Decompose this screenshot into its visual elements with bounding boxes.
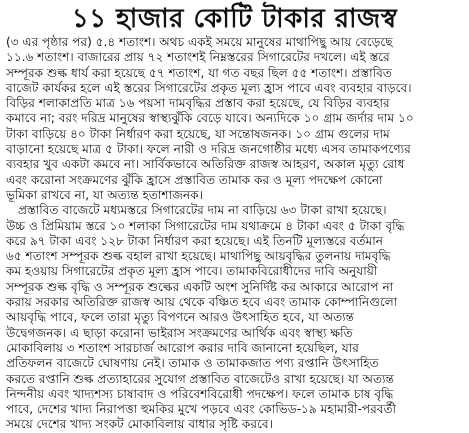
- body-text-line: করে ৯৭ টাকা এবং ১২৮ টাকা নির্ধারণ করা হয়েছে। এই তিনটি মূল্যস্তরে বর্তমান: [6, 233, 384, 248]
- body-text-line: করায় সরকার অতিরিক্ত রাজস্ব আয় থেকে বঞ্চিত হবে এবং তামাক কোম্পানিগুলো: [6, 295, 398, 310]
- body-text-line: (৩ এর পৃষ্ঠার পর) ৫.৪ শতাংশ। অথচ একই সময়ে মানুষের মাথাপিছু আয় বেড়েছে: [6, 35, 393, 49]
- body-text-line: ৬৫ শতাংশ সম্পূরক শুল্ক বহাল রাখা হয়েছে। মাথাপিছু আয়বৃদ্ধির তুলনায় দামবৃদ্ধি: [6, 249, 391, 264]
- headline: ১১ হাজার কোটি টাকার রাজস্ব: [71, 4, 398, 34]
- body-text-line: কম হওয়ায় সিগারেটের প্রকৃত মূল্য হ্রাস পাবে। তামাকবিরোধীদের দাবি অনুযায়ী: [6, 264, 378, 279]
- body-text-line: টাকা বাড়িয়ে ৪০ টাকা নির্ধারণ করা হয়েছে, যা সন্তোষজনক। ১০ গ্রাম গুলের দাম: [6, 126, 390, 141]
- body-text-line: ১১.৬ শতাংশ। বাজারের প্রায় ৭২ শতাংশই নিম্নস্তরের সিগারেটের দখলে। এই স্তরে: [6, 50, 390, 65]
- body-text-line: সম্পূরক শুল্ক ধার্য করা হয়েছে ৫৭ শতাংশ, যা গত বছর ছিল ৫৫ শতাংশ। প্রস্তাবিত: [6, 65, 392, 80]
- body-text-line: মোকাবিলায় ৩ শতাংশ সারচার্জ আরোপ করার দাবি জানানো হয়েছিল, যার: [6, 340, 359, 355]
- article-body: [6, 35, 463, 432]
- body-text-line: ব্যবহার খুব একটা কমবে না। সার্বিকভাবে অতিরিক্ত রাজস্ব আহরণ, অকাল মৃত্যু রোধ: [6, 157, 405, 172]
- body-text-line: ভূমিকা রাখবে না, যা অত্যন্ত হতাশাজনক।: [6, 187, 203, 202]
- body-text-line: পাবে, দেশের খাদ্য নিরাপত্তা হুমকির মুখে পড়বে এবং কোভিড-১৯ মহামারী-পরবর্তী: [6, 402, 396, 417]
- body-text-line: আয়বৃদ্ধি পাবে, ফলে তারা মৃত্যু বিপণনে আরও উৎসাহিত হবে, যা অত্যন্ত: [6, 310, 355, 325]
- body-text-line: সম্পূরক শুল্ক বৃদ্ধি ও সম্পূরক শুল্কের একটি অংশ সুনির্দিষ্ট কর আকারে আরোপ না: [6, 279, 394, 294]
- body-text-line: কমাবে না; বরং দরিদ্র মানুষের স্বাস্থ্যঝুঁকি বেড়ে যাবে। অন্যদিকে ১০ গ্রাম জর্দার দাম ১০: [6, 111, 414, 126]
- body-text-line: বাড়ানো হয়েছে মাত্র ৫ টাকা। ফলে নারী ও দরিদ্র জনগোষ্ঠীর মধ্যে এসব তামাকপণ্যের: [6, 142, 411, 157]
- body-text-line: বাজেট কার্যকর হলে এই স্তরের সিগারেটের প্রকৃত মূল্য হ্রাস পাবে এবং ব্যবহার বাড়বে।: [6, 80, 412, 95]
- body-text-line: বিড়ির শলাকাপ্রতি মাত্র ১৬ পয়সা দামবৃদ্ধির প্রস্তাব করা হয়েছে, যে বিড়ির ব্যবহার: [6, 96, 390, 111]
- body-text-line: প্রতিফলন বাজেটে ঘোষণায় নেই। তামাক ও তামাকজাত পণ্য রপ্তানি উৎসাহিত: [6, 356, 379, 371]
- body-text-line: উচ্চ ও প্রিমিয়াম স্তরে ১০ শলাকা সিগারেটের দাম যথাক্রমে ৪ টাকা এবং ৫ টাকা বৃদ্ধি: [6, 218, 405, 233]
- body-text-line: এবং করোনা সংক্রমণের ঝুঁকি হ্রাসে প্রস্তাবিত তামাক কর ও মূল্য পদক্ষেপ কোনো: [6, 172, 383, 187]
- body-text-line: প্রস্তাবিত বাজেটে মধ্যমস্তরে সিগারেটের দাম না বাড়িয়ে ৬৩ টাকা রাখা হয়েছে।: [18, 203, 387, 218]
- body-text-line: নিন্দনীয় এবং খাদ্যশস্য চাষাবাদ ও পরিবেশবিরোধী পদক্ষেপ। ফলে তামাক চাষ বৃদ্ধি: [6, 386, 394, 401]
- body-text-line: করতে রপ্তানি শুল্ক প্রত্যাহারের সুযোগ প্রস্তাবিত বাজেটেও রাখা হয়েছে। যা অত্যন্ত: [6, 371, 394, 386]
- body-text-line: উদ্বেগজনক। এ ছাড়া করোনা ভাইরাস সংক্রমণের আর্থিক এবং স্বাস্থ্য ক্ষতি: [6, 325, 353, 340]
- body-text-line: সময়ে দেশের খাদ্য সংকট মোকাবিলায় বাধার সৃষ্টি করবে।: [6, 417, 273, 432]
